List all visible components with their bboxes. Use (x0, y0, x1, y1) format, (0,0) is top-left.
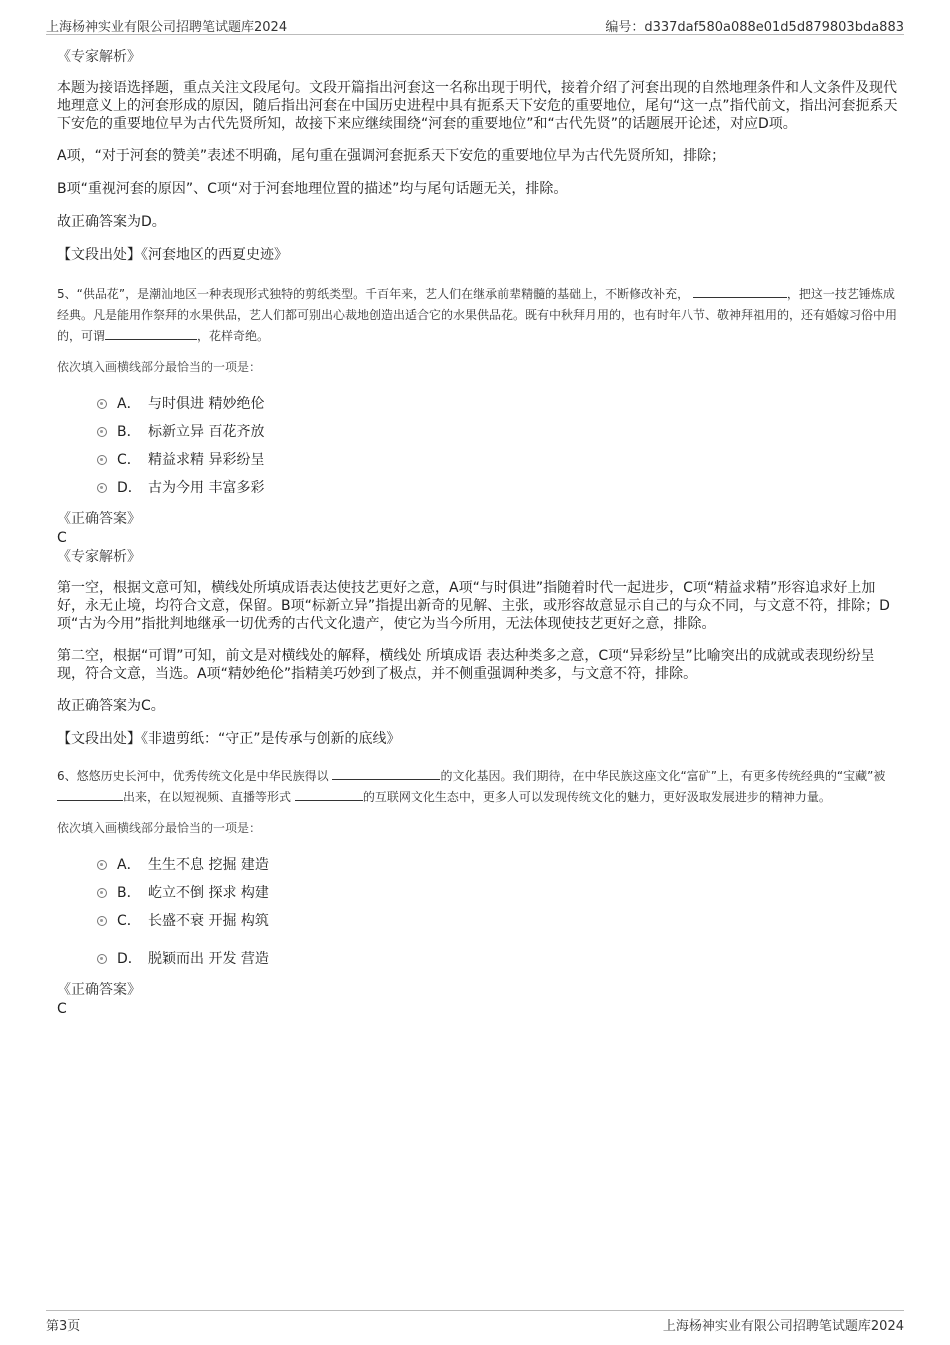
q5-analysis-p1: 第一空，根据文意可知，横线处所填成语表达使技艺更好之意，A项“与时俱进”指随着时代一起进步，C项“精益求精”形容追求好上加好，永无止境，均符合文意，保留。B项“标新立异”指提出新奇的见解、主张，或形容故意显示自己的与众不同，与文意不符，排除；D项“古为今用”指批判地继承一切优秀的古代文化遗产，使它为当今所用，无法体现使技艺更好之意，排除。 (57, 580, 890, 632)
q6-stem-part4: 的互联网文化生态中，更多人可以发现传统文化的魅力，更好汲取发展进步的精神力量。 (362, 790, 831, 804)
q5-blank-1 (693, 285, 787, 298)
option-key: A． (117, 857, 141, 873)
option-key: A． (117, 396, 141, 412)
radio-button-icon[interactable] (97, 888, 107, 898)
footer-title: 上海杨神实业有限公司招聘笔试题库2024 (662, 1319, 904, 1334)
q6-option-b[interactable] (57, 880, 902, 908)
header-doc-id: 编号：d337daf580a088e01d5d879803bda883 (605, 20, 904, 35)
q5-source: 【文段出处】《非遗剪纸：“守正”是传承与创新的底线》 (57, 731, 401, 747)
option-text: 屹立不倒 探求 构建 (148, 885, 269, 901)
q5-answer-statement: 故正确答案为C。 (57, 698, 165, 714)
option-key: B． (117, 885, 141, 901)
q6-stem-part1: 6、悠悠历史长河中，优秀传统文化是中华民族得以 (57, 769, 329, 783)
option-text: 脱颖而出 开发 营造 (148, 951, 269, 967)
radio-button-icon[interactable] (97, 916, 107, 926)
q6-blank-2 (57, 788, 123, 801)
q5-answer-label: 《正确答案》 (57, 511, 141, 527)
radio-button-icon[interactable] (97, 455, 107, 465)
q6-blank-1 (332, 767, 440, 780)
page-content (57, 47, 902, 1018)
option-text: 标新立异 百花齐放 (148, 424, 265, 440)
page-footer (46, 1310, 904, 1333)
q6-answer-label: 《正确答案》 (57, 982, 141, 998)
q6-stem (57, 766, 902, 808)
q5-stem (57, 284, 902, 347)
q4-answer-statement: 故正确答案为D。 (57, 214, 166, 230)
radio-button-icon[interactable] (97, 954, 107, 964)
footer-page-number: 第3页 (46, 1319, 81, 1334)
q5-option-d[interactable] (57, 475, 902, 503)
q5-analysis-p2: 第二空，根据“可谓”可知，前文是对横线处的解释，横线处 所填成语 表达种类多之意，C项“异彩纷呈”比喻突出的成就或表现纷纷呈现，符合文意，当选。A项“精妙绝伦”指精美巧妙到了极点，并不侧重强调种类多，与文意不符，排除。 (57, 648, 875, 682)
q6-option-a[interactable] (57, 852, 902, 880)
option-key: D． (117, 951, 142, 967)
q6-option-d[interactable] (57, 946, 902, 974)
q6-blank-3 (295, 788, 363, 801)
option-text: 长盛不衰 开掘 构筑 (148, 913, 269, 929)
q5-prompt: 依次填入画横线部分最恰当的一项是： (57, 360, 262, 374)
q5-option-a[interactable] (57, 391, 902, 419)
q6-option-c[interactable] (57, 908, 902, 946)
option-text: 精益求精 异彩纷呈 (148, 452, 265, 468)
q4-source: 【文段出处】《河套地区的西夏史迹》 (57, 247, 288, 263)
q4-analysis-label: 《专家解析》 (57, 49, 141, 65)
radio-button-icon[interactable] (97, 427, 107, 437)
option-key: D． (117, 480, 142, 496)
q5-option-c[interactable] (57, 447, 902, 475)
q5-answer: C (57, 530, 67, 546)
q4-analysis-p2: A项，“对于河套的赞美”表述不明确，尾句重在强调河套扼系天下安危的重要地位早为古代先贤所知，排除； (57, 148, 726, 164)
q4-analysis-p3: B项“重视河套的原因”、C项“对于河套地理位置的描述”均与尾句话题无关，排除。 (57, 181, 568, 197)
q5-stem-part2: ，把这一技艺锤炼成经典。凡是能用作祭拜的水果供品，艺人们都可别出心裁地创造出适合它的水果供品花。既有中秋拜月用的，也有时年八节、敬神拜祖用的，还有婚嫁习俗中用的，可谓 (57, 287, 898, 343)
q5-stem-part1: 5、“供品花”，是潮汕地区一种表现形式独特的剪纸类型。千百年来，艺人们在继承前辈精髓的基础上，不断修改补充， (57, 287, 690, 301)
option-key: B． (117, 424, 141, 440)
q6-answer: C (57, 1001, 67, 1017)
option-key: C． (117, 452, 141, 468)
q6-stem-part2: 的文化基因。我们期待，在中华民族这座文化“富矿”上，有更多传统经典的“宝藏”被 (440, 769, 886, 783)
option-text: 与时俱进 精妙绝伦 (148, 396, 265, 412)
option-text: 生生不息 挖掘 建造 (148, 857, 269, 873)
q6-options (57, 852, 902, 974)
q5-option-b[interactable] (57, 419, 902, 447)
q5-blank-2 (105, 327, 197, 340)
q6-stem-part3: 出来，在以短视频、直播等形式 (123, 790, 292, 804)
radio-button-icon[interactable] (97, 399, 107, 409)
page-header (46, 14, 904, 35)
q5-analysis-label: 《专家解析》 (57, 549, 141, 565)
radio-button-icon[interactable] (97, 483, 107, 493)
q4-analysis-p1: 本题为接语选择题，重点关注文段尾句。文段开篇指出河套这一名称出现于明代，接着介绍了河套出现的自然地理条件和人文条件及现代地理意义上的河套形成的原因，随后指出河套在中国历史进程中具有扼系天下安危的重要地位，尾句“这一点”指代前文，指出河套扼系天下安危的重要地位早为古代先贤所知，故接下来应继续围绕“河套的重要地位”和“古代先贤”的话题展开论述，对应D项。 (57, 80, 898, 132)
q6-prompt: 依次填入画横线部分最恰当的一项是： (57, 821, 262, 835)
header-title: 上海杨神实业有限公司招聘笔试题库2024 (46, 20, 288, 35)
option-text: 古为今用 丰富多彩 (148, 480, 265, 496)
radio-button-icon[interactable] (97, 860, 107, 870)
q5-options (57, 391, 902, 503)
q5-stem-part3: ，花样奇绝。 (197, 329, 270, 343)
option-key: C． (117, 913, 141, 929)
